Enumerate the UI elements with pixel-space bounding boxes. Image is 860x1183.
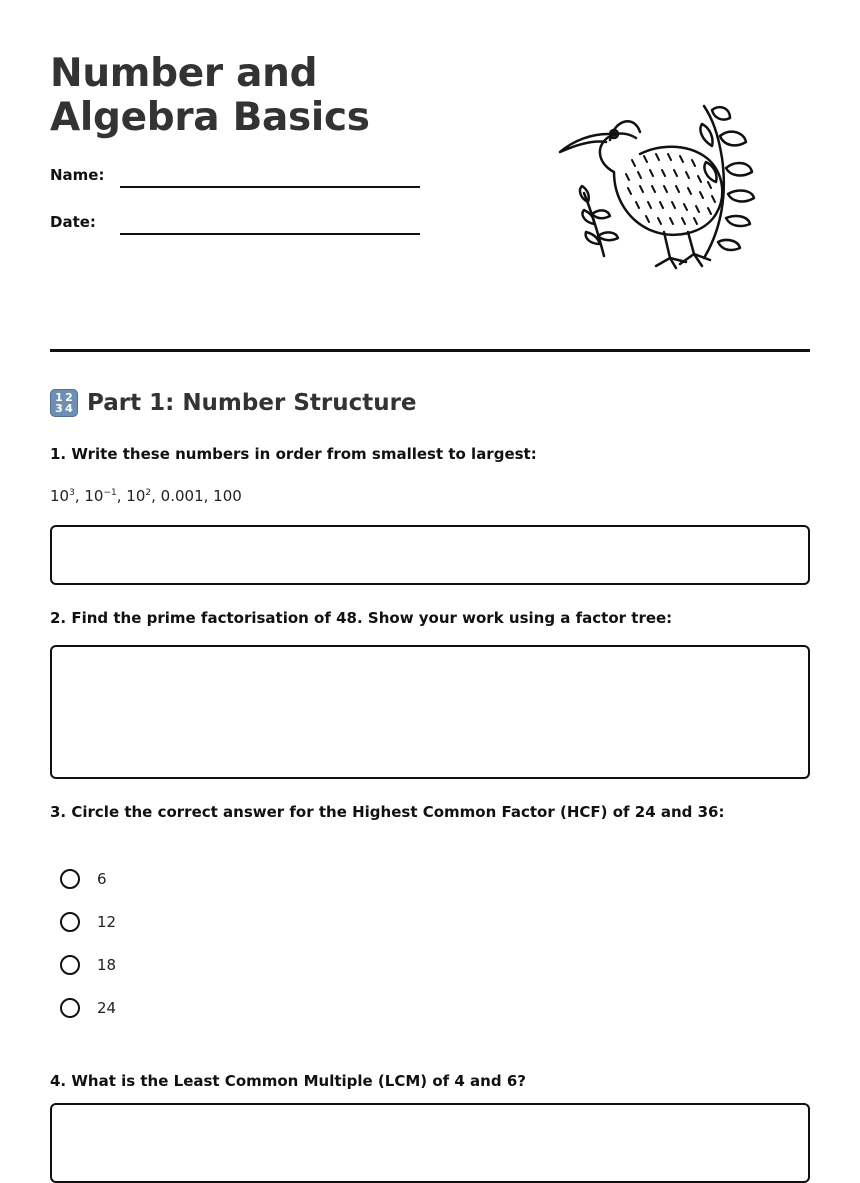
radio-button[interactable] xyxy=(60,912,80,932)
number-item: $10^2$ xyxy=(126,487,152,505)
radio-button[interactable] xyxy=(60,955,80,975)
radio-button[interactable] xyxy=(60,998,80,1018)
input-numbers-icon: 1 2 3 4 xyxy=(50,389,78,417)
option-6[interactable] xyxy=(60,869,107,889)
number-item: 0.001 xyxy=(160,487,204,505)
option-24[interactable] xyxy=(60,998,116,1018)
question-4-answer-box[interactable] xyxy=(50,1103,810,1183)
name-label: Name: xyxy=(50,166,105,184)
question-4-prompt: 4. What is the Least Common Multiple (LCM) of 4 and 6? xyxy=(50,1072,526,1090)
name-field[interactable] xyxy=(120,186,420,188)
question-2-prompt: 2. Find the prime factorisation of 48. Show your work using a factor tree: xyxy=(50,609,673,627)
kiwi-illustration xyxy=(552,98,774,278)
date-field[interactable] xyxy=(120,233,420,235)
option-12[interactable] xyxy=(60,912,116,932)
section-divider xyxy=(50,349,810,352)
radio-button[interactable] xyxy=(60,869,80,889)
question-1-prompt: 1. Write these numbers in order from smallest to largest: xyxy=(50,445,537,463)
question-3-prompt: 3. Circle the correct answer for the Highest Common Factor (HCF) of 24 and 36: xyxy=(50,803,725,821)
number-item: $10^3$ xyxy=(50,487,75,505)
question-1-answer-box[interactable] xyxy=(50,525,810,585)
worksheet-title: Number and Algebra Basics xyxy=(50,51,370,140)
number-item: 100 xyxy=(213,487,242,505)
option-label: 12 xyxy=(97,913,117,931)
option-label: 24 xyxy=(97,999,117,1017)
number-item: $10^{-1}$ xyxy=(84,487,117,505)
section-header xyxy=(50,389,417,417)
option-label: 6 xyxy=(97,870,107,888)
section-title: Part 1: Number Structure xyxy=(87,390,417,416)
date-label: Date: xyxy=(50,213,96,231)
number-list: $10^3$, $10^{-1}$, $10^2$, 0.001, 100 xyxy=(50,487,242,505)
option-label: 18 xyxy=(97,956,117,974)
question-2-answer-box[interactable] xyxy=(50,645,810,779)
option-18[interactable] xyxy=(60,955,116,975)
